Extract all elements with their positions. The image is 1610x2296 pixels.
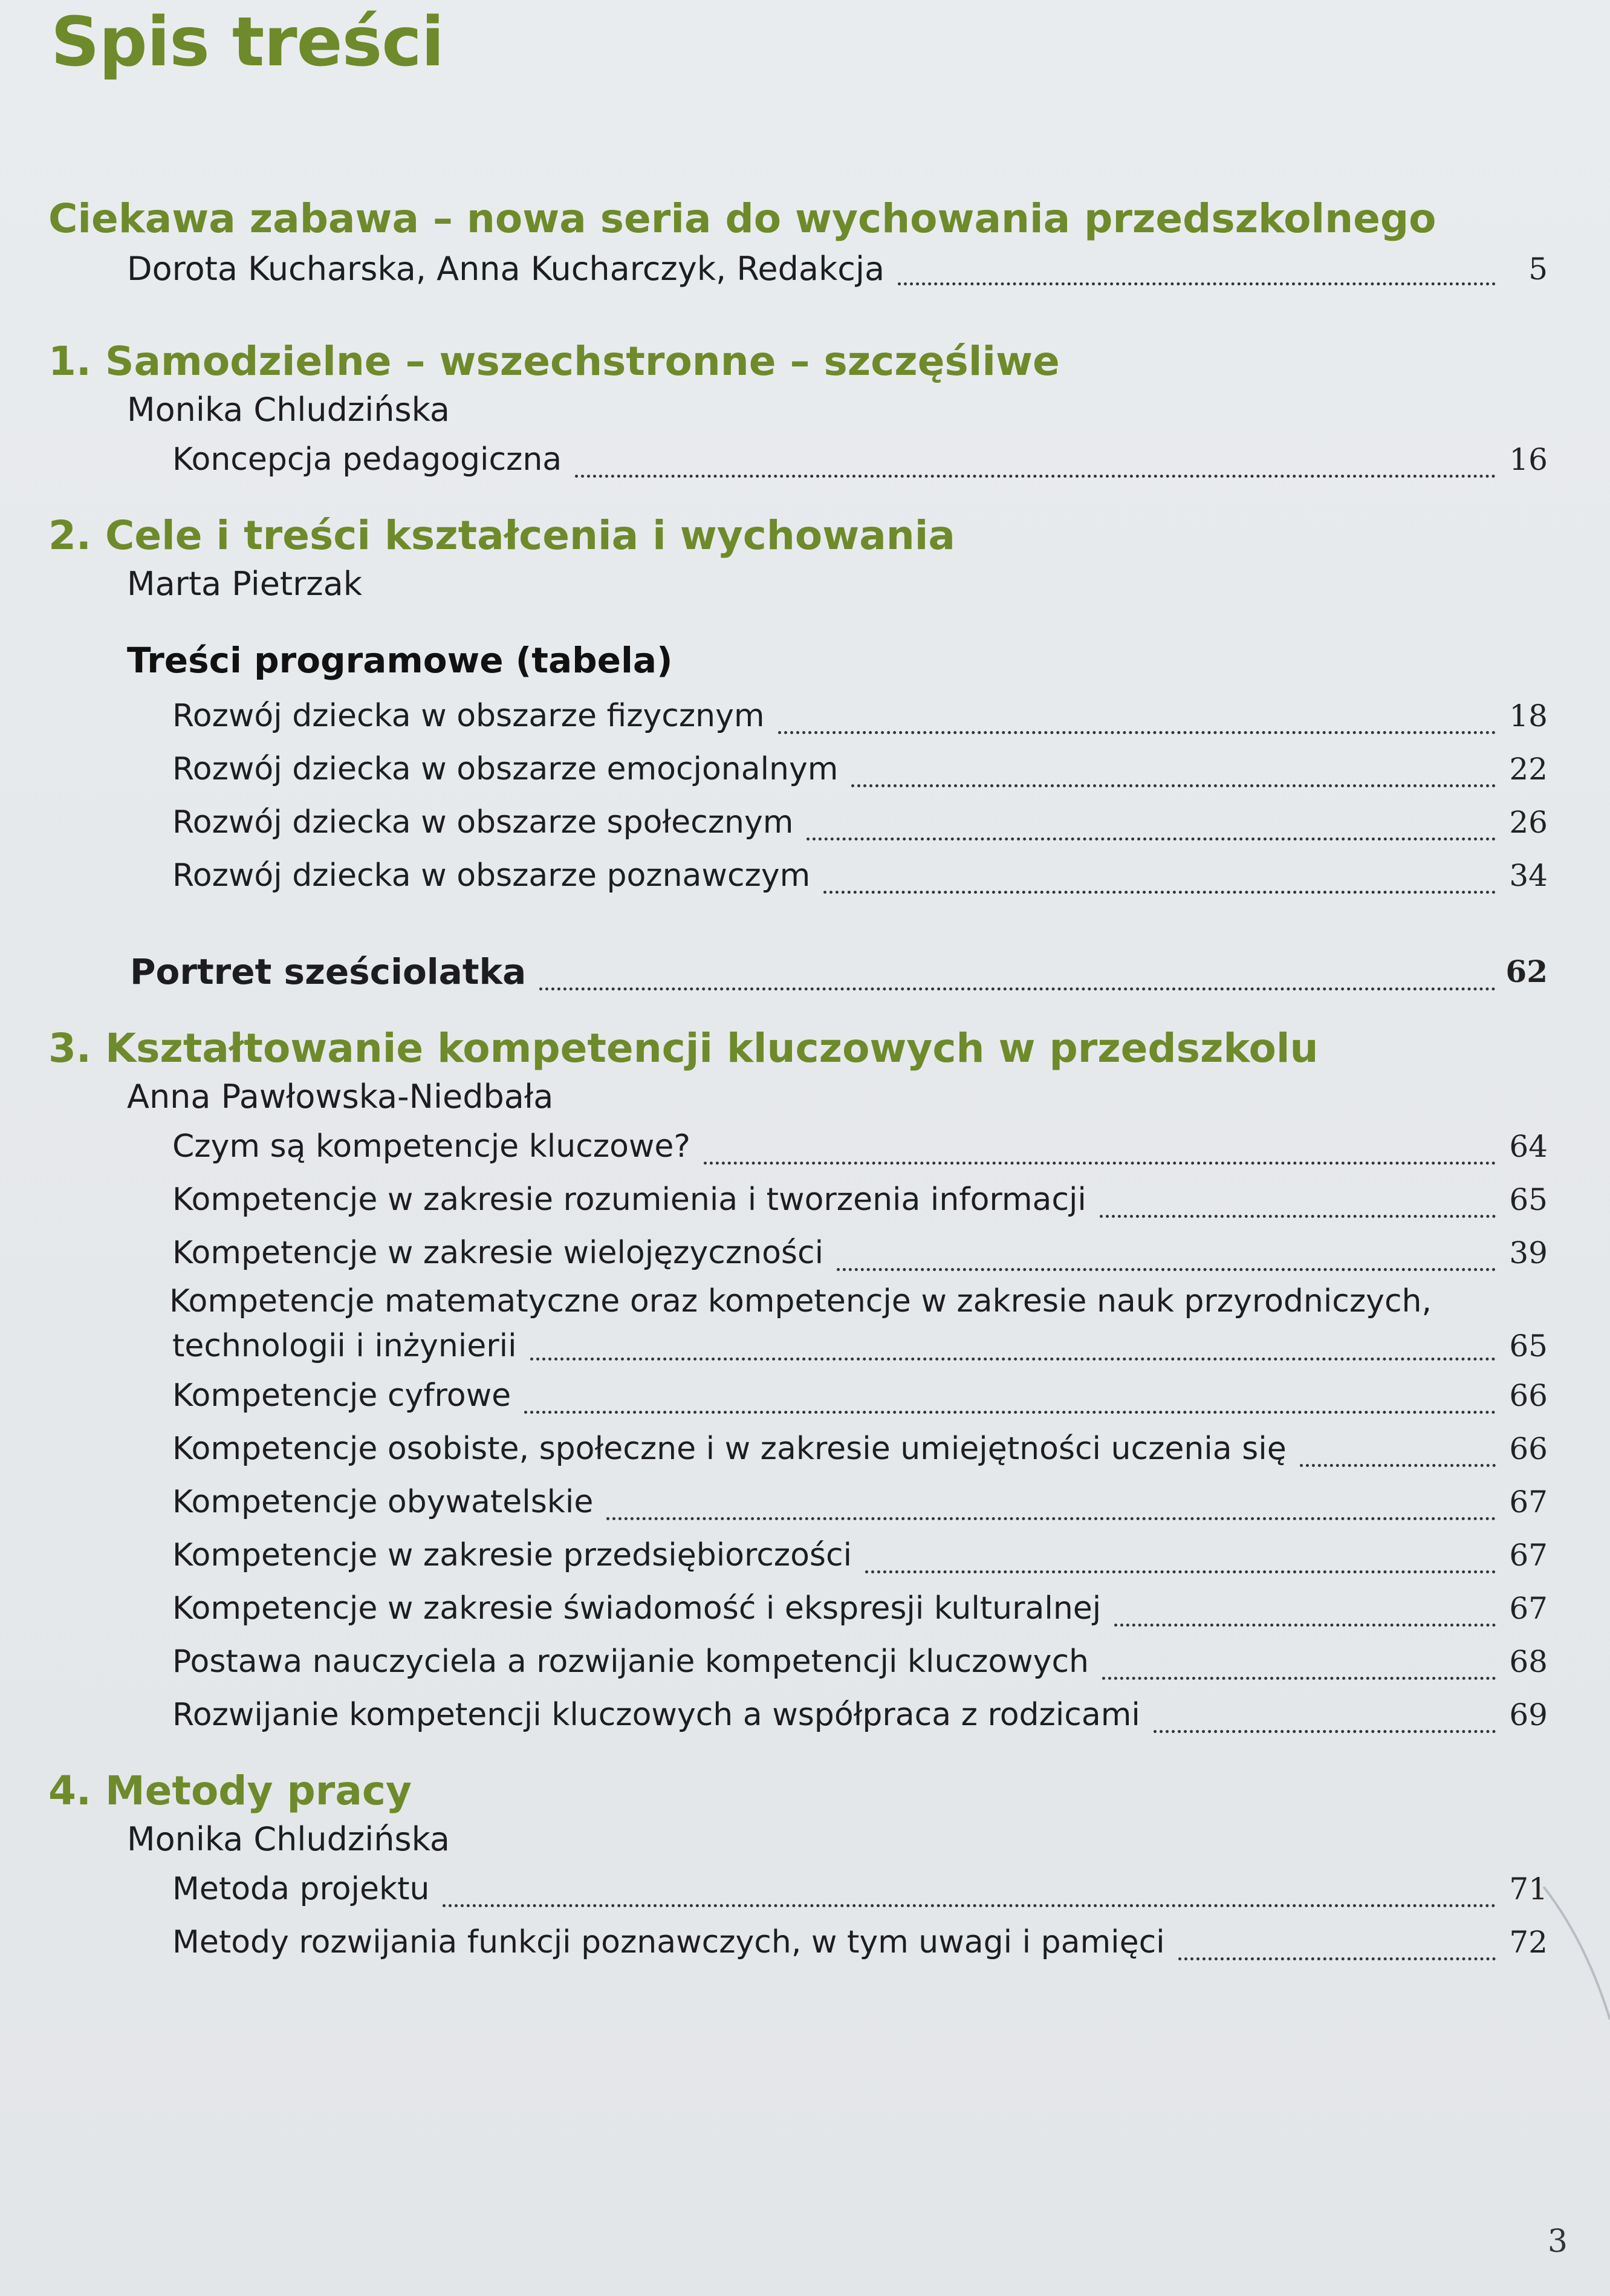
- dot-leader: [807, 837, 1496, 841]
- intro-heading: Ciekawa zabawa – nowa seria do wychowania przedszkolnego: [48, 195, 1436, 242]
- entry-label: Postawa nauczyciela a rozwijanie kompetencji kluczowych: [172, 1644, 1089, 1680]
- chapter-2-heading: 2. Cele i treści kształcenia i wychowania: [48, 512, 955, 559]
- page-title: Spis treści: [51, 3, 444, 82]
- toc-entry[interactable]: [48, 1475, 1548, 1529]
- dot-leader: [837, 1268, 1496, 1271]
- toc-entry[interactable]: [48, 743, 1548, 796]
- dot-leader: [1300, 1464, 1496, 1467]
- entry-label: Koncepcja pedagogiczna: [172, 441, 562, 478]
- toc-entry[interactable]: [48, 1226, 1548, 1280]
- dot-leader: [851, 784, 1496, 787]
- page-number: 72: [1509, 1925, 1548, 1960]
- toc-entry[interactable]: [48, 689, 1548, 743]
- intro-author: Dorota Kucharska, Anna Kucharczyk, Redakcja: [127, 250, 885, 288]
- entry-label: Kompetencje cyfrowe: [172, 1377, 511, 1414]
- page-curl-decoration: [1537, 1887, 1610, 2044]
- chapter-4-heading: 4. Metody pracy: [48, 1768, 412, 1814]
- toc-entry[interactable]: [48, 796, 1548, 849]
- chapter-4-author: Monika Chludzińska: [127, 1820, 450, 1858]
- page-number: 68: [1509, 1644, 1548, 1679]
- page-number: 64: [1509, 1129, 1548, 1164]
- chapter-2-author: Marta Pietrzak: [127, 565, 362, 603]
- entry-label: Kompetencje w zakresie przedsiębiorczości: [172, 1537, 852, 1573]
- page-number: 5: [1528, 252, 1548, 287]
- entry-label: Rozwój dziecka w obszarze emocjonalnym: [172, 751, 839, 787]
- page-number: 65: [1509, 1182, 1548, 1217]
- toc-entry[interactable]: [48, 1688, 1548, 1742]
- entry-label: Kompetencje w zakresie świadomość i ekspresji kulturalnej: [172, 1590, 1102, 1627]
- table-of-contents: [48, 194, 1548, 1969]
- toc-entry[interactable]: [48, 1323, 1548, 1369]
- dot-leader: [443, 1904, 1496, 1907]
- toc-entry[interactable]: [48, 1529, 1548, 1582]
- page-number: 22: [1509, 752, 1548, 787]
- toc-entry[interactable]: [48, 1173, 1548, 1226]
- dot-leader: [1100, 1215, 1496, 1218]
- entry-label: Kompetencje w zakresie rozumienia i tworzenia informacji: [172, 1182, 1086, 1218]
- toc-entry[interactable]: [48, 1862, 1548, 1916]
- dot-leader: [1178, 1957, 1496, 1960]
- entry-label: Rozwój dziecka w obszarze społecznym: [172, 804, 794, 841]
- dot-leader: [778, 731, 1496, 734]
- page-number: 34: [1509, 858, 1548, 893]
- page-number: 67: [1509, 1538, 1548, 1573]
- toc-entry[interactable]: [48, 1369, 1548, 1422]
- intro-entry[interactable]: [48, 244, 1548, 294]
- entry-label: Rozwój dziecka w obszarze fizycznym: [172, 698, 765, 734]
- page-number: 39: [1509, 1235, 1548, 1270]
- folio-page-number: 3: [1547, 2223, 1568, 2260]
- dot-leader: [575, 475, 1496, 478]
- toc-entry[interactable]: [48, 849, 1548, 902]
- dot-leader: [898, 282, 1496, 285]
- entry-label: Kompetencje w zakresie wielojęzyczności: [172, 1235, 824, 1271]
- page-number: 71: [1509, 1872, 1548, 1907]
- multiline-entry-first-line[interactable]: Kompetencje matematyczne oraz kompetencje w zakresie nauk przyrodniczych,: [169, 1283, 1432, 1319]
- entry-label: Metody rozwijania funkcji poznawczych, w tym uwagi i pamięci: [172, 1924, 1165, 1960]
- chapter-1-author: Monika Chludzińska: [127, 391, 450, 429]
- toc-entry[interactable]: [48, 1422, 1548, 1475]
- dot-leader: [1114, 1624, 1496, 1627]
- dot-leader: [823, 891, 1496, 894]
- page-number: 67: [1509, 1591, 1548, 1626]
- entry-label: Metoda projektu: [172, 1871, 430, 1907]
- page-number: 66: [1509, 1378, 1548, 1413]
- dot-leader: [1154, 1730, 1496, 1733]
- entry-label: technologii i inżynierii: [172, 1328, 517, 1364]
- page-number: 65: [1509, 1328, 1548, 1364]
- dot-leader: [865, 1570, 1496, 1573]
- chapter-3-heading: 3. Kształtowanie kompetencji kluczowych w przedszkolu: [48, 1025, 1319, 1072]
- dot-leader: [704, 1162, 1496, 1165]
- entry-label: Kompetencje osobiste, społeczne i w zakresie umiejętności uczenia się: [172, 1431, 1287, 1467]
- entry-label: Rozwój dziecka w obszarze poznawczym: [172, 857, 811, 894]
- dot-leader: [530, 1358, 1496, 1361]
- page-number: 66: [1509, 1431, 1548, 1466]
- toc-entry[interactable]: [48, 433, 1548, 486]
- entry-label: Kompetencje obywatelskie: [172, 1484, 594, 1520]
- toc-entry[interactable]: [48, 1635, 1548, 1688]
- toc-entry[interactable]: [48, 1582, 1548, 1635]
- dot-leader: [1102, 1677, 1496, 1680]
- entry-label: Rozwijanie kompetencji kluczowych a współpraca z rodzicami: [172, 1697, 1140, 1733]
- chapter-3-author: Anna Pawłowska-Niedbała: [127, 1078, 554, 1116]
- entry-label: Czym są kompetencje kluczowe?: [172, 1128, 691, 1165]
- page-number: 67: [1509, 1485, 1548, 1520]
- chapter-2-subheading: Treści programowe (tabela): [127, 640, 673, 681]
- page-number: 18: [1509, 698, 1548, 733]
- page-number: 69: [1509, 1697, 1548, 1732]
- toc-entry[interactable]: [48, 1120, 1548, 1173]
- dot-leader: [539, 987, 1496, 990]
- page-number: 26: [1509, 805, 1548, 840]
- toc-entry[interactable]: [48, 1916, 1548, 1969]
- dot-leader: [524, 1411, 1496, 1414]
- dot-leader: [606, 1517, 1496, 1520]
- portrait-entry[interactable]: [48, 945, 1548, 999]
- chapter-1-heading: 1. Samodzielne – wszechstronne – szczęśliwe: [48, 338, 1060, 385]
- page-number: 16: [1509, 442, 1548, 477]
- page-number: 62: [1505, 954, 1548, 989]
- entry-label: Portret sześciolatka: [130, 951, 527, 992]
